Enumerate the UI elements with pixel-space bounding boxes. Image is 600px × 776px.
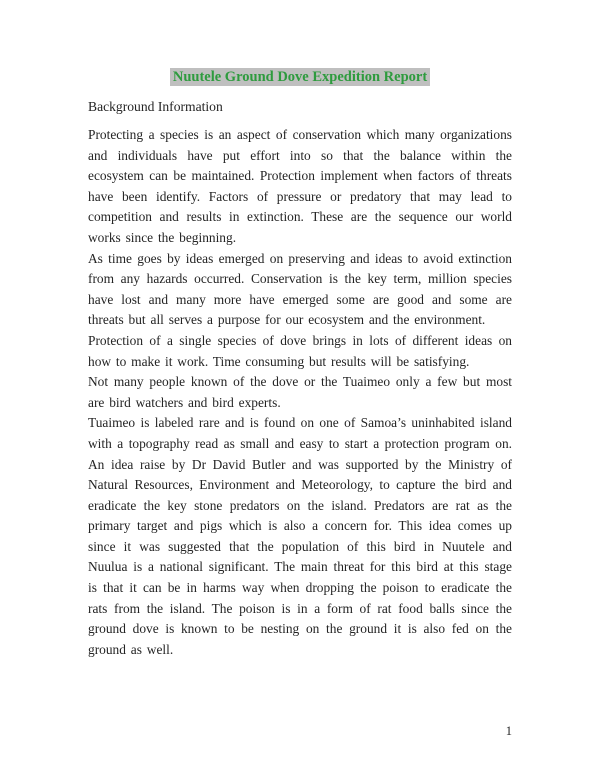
section-heading: Background Information [88, 99, 223, 114]
paragraph: Protection of a single species of dove brings in lots of different ideas on how to make it work. Time consuming but results will be satisfying. [88, 332, 512, 369]
paragraph: Not many people known of the dove or the Tuaimeo only a few but most are bird watchers and bird experts. [88, 374, 512, 410]
title-row [88, 67, 512, 87]
page-number: 1 [505, 724, 512, 738]
body-text [88, 125, 512, 660]
document-title: Nuutele Ground Dove Expedition Report [170, 68, 430, 86]
paragraph: Tuaimeo is labeled rare and is found on one of Samoa’s uninhabited island with a topography read as small and easy to start a protection program on. An idea raise by Dr David Butler and was supported by the Ministry of Natural Resources, Environment and Meteorology, to capture the bird and eradicate the key stone predators on the island. Predators are rat as the primary target and pigs which is also a concern for. This idea comes up since it was suggested that the population of this bird in Nuutele and Nuulua is a national significant. The main threat for this bird at this stage is that it can be in harms way when dropping the poison to eradicate the rats from the island. The poison is in a form of rat food balls since the ground dove is known to be nesting on the ground it is also fed on the ground as well. [88, 415, 512, 657]
paragraph: As time goes by ideas emerged on preserving and ideas to avoid extinction from any hazards occurred. Conservation is the key term, million species have lost and many more have emerged some are good and some are threats but all serves a purpose for our ecosystem and the environment. [88, 250, 512, 328]
paragraph: Protecting a species is an aspect of conservation which many organizations and individuals have put effort into so that the balance within the ecosystem can be maintained. Protection implement when factors of threats have been identify. Factors of pressure or predatory that may lead to competition and results in extinction. These are the sequence our world works since the beginning. [88, 127, 512, 245]
